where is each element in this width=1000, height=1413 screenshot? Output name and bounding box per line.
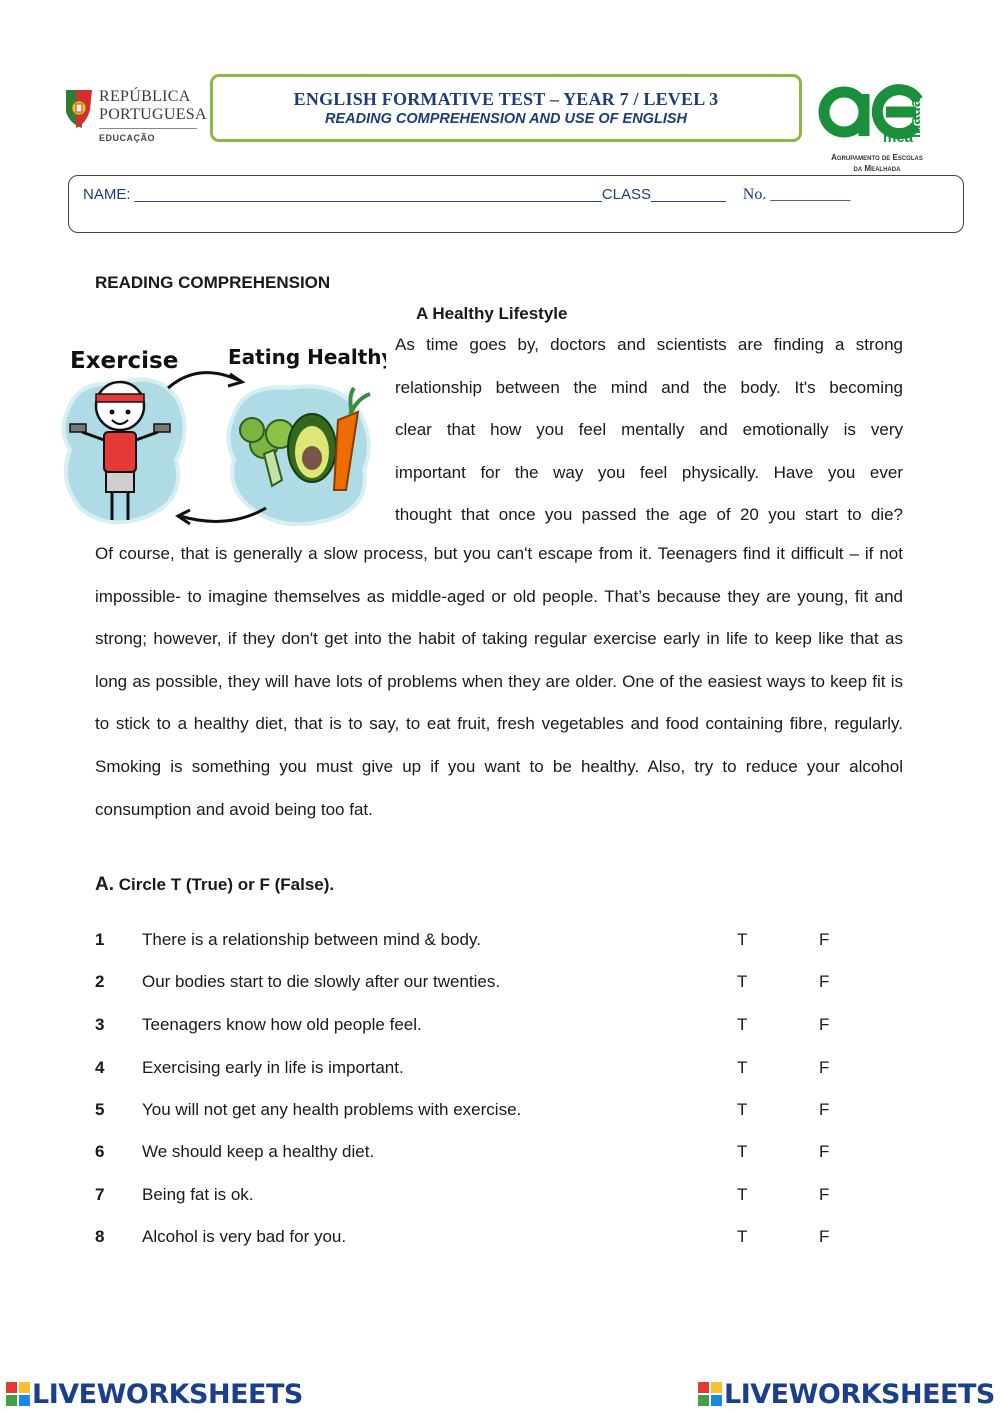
school-caption <box>818 152 936 174</box>
coat-of-arms-icon <box>62 86 96 132</box>
logo-divider <box>99 128 197 129</box>
exercise-instruction: Circle T (True) or F (False). <box>118 875 335 894</box>
question-row <box>95 1142 855 1172</box>
question-number: 6 <box>95 1142 105 1161</box>
test-subtitle: READING COMPREHENSION AND USE OF ENGLISH <box>325 111 687 127</box>
liveworksheets-logo-right[interactable] <box>698 1379 995 1409</box>
false-option[interactable]: F <box>819 1227 830 1246</box>
question-text: There is a relationship between mind & body. <box>142 930 481 949</box>
school-line-1: Agrupamento de Escolas <box>831 153 923 162</box>
republica-portuguesa-logo <box>62 86 96 132</box>
question-text: Our bodies start to die slowly after our twenties. <box>142 972 501 991</box>
ae-logo-icon <box>816 80 932 146</box>
question-number: 8 <box>95 1227 105 1246</box>
svg-text:mea: mea <box>883 129 914 146</box>
question-number: 7 <box>95 1185 105 1204</box>
true-option[interactable]: T <box>737 1185 748 1204</box>
question-number: 4 <box>95 1058 105 1077</box>
educacao-label: EDUCAÇÃO <box>99 133 156 143</box>
svg-text:lhada: lhada <box>907 98 924 138</box>
eating-healthy-label: Eating Healthy <box>228 345 386 369</box>
exercise-a-title <box>95 874 334 896</box>
question-text: Teenagers know how old people feel. <box>142 1015 422 1034</box>
paragraph-line: relationship between the mind and the body. It's becoming <box>395 377 903 397</box>
arrow-right-icon <box>168 373 238 388</box>
name-field[interactable]: NAME: ________________________________________________________ <box>83 186 602 203</box>
exercise-letter: A. <box>95 874 114 895</box>
true-option[interactable]: T <box>737 1058 748 1077</box>
question-row <box>95 972 855 1002</box>
liveworksheets-logo-left[interactable] <box>6 1379 303 1409</box>
liveworksheets-icon <box>698 1382 722 1406</box>
false-option[interactable]: F <box>819 1100 830 1119</box>
exercise-eating-illustration <box>58 340 386 540</box>
question-text: Being fat is ok. <box>142 1185 254 1204</box>
question-row <box>95 1227 855 1257</box>
question-number: 3 <box>95 1015 105 1034</box>
false-option[interactable]: F <box>819 1015 830 1034</box>
test-title: ENGLISH FORMATIVE TEST – YEAR 7 / LEVEL 3 <box>293 89 719 109</box>
paragraph-body: Of course, that is generally a slow process, but you can't escape from it. Teenagers find it difficult – if not impossible- to imagine themselves as middle-aged or old people. That’s because they are young, fit and strong; however, if they don't get into the habit of taking regular exercise early in life to keep like that as long as possible, they will have lots of problems when they are older. One of the easiest ways to keep fit is to stick to a healthy diet, that is to say, to eat fruit, fresh vegetables and food containing fibre, regularly. Smoking is something you must give up if you want to be healthy. Also, try to reduce your alcohol consumption and avoid being too fat. <box>95 544 903 819</box>
false-option[interactable]: F <box>819 1142 830 1161</box>
ae-mealhada-logo <box>816 80 932 146</box>
true-option[interactable]: T <box>737 1227 748 1246</box>
republic-line-2: PORTUGUESA <box>99 106 207 123</box>
question-row <box>95 1100 855 1130</box>
number-field[interactable]: No. __________ <box>742 186 851 203</box>
question-row <box>95 930 855 960</box>
paragraph-line: thought that once you passed the age of 20 you start to die? <box>395 505 903 525</box>
question-number: 2 <box>95 972 105 991</box>
republic-line-1: REPÚBLICA <box>99 88 191 105</box>
question-text: Exercising early in life is important. <box>142 1058 404 1077</box>
healthy-lifestyle-illustration <box>58 340 386 540</box>
paragraph-line: clear that how you feel mentally and emotionally is very <box>395 420 903 440</box>
false-option[interactable]: F <box>819 930 830 949</box>
paragraph-line: As time goes by, doctors and scientists are finding a strong <box>395 335 903 354</box>
true-option[interactable]: T <box>737 972 748 991</box>
question-text: You will not get any health problems with exercise. <box>142 1100 522 1119</box>
student-info-row <box>83 186 850 204</box>
true-option[interactable]: T <box>737 1015 748 1034</box>
test-title-box <box>210 74 802 142</box>
republica-portuguesa-name <box>99 88 207 124</box>
exercise-label: Exercise <box>70 348 179 374</box>
paragraph-intro <box>395 324 903 537</box>
question-row <box>95 1185 855 1215</box>
true-option[interactable]: T <box>737 930 748 949</box>
question-number: 1 <box>95 930 105 949</box>
liveworksheets-icon <box>6 1382 30 1406</box>
story-title: A Healthy Lifestyle <box>416 304 568 323</box>
liveworksheets-brand: LIVEWORKSHEETS <box>724 1378 995 1410</box>
question-row <box>95 1058 855 1088</box>
false-option[interactable]: F <box>819 1058 830 1077</box>
true-option[interactable]: T <box>737 1100 748 1119</box>
liveworksheets-brand: LIVEWORKSHEETS <box>32 1378 303 1410</box>
school-line-2: da Mealhada <box>853 164 901 173</box>
question-text: We should keep a healthy diet. <box>142 1142 375 1161</box>
class-field[interactable]: CLASS_________ <box>601 186 727 203</box>
question-row <box>95 1015 855 1045</box>
student-info-box <box>68 175 964 233</box>
question-text: Alcohol is very bad for you. <box>142 1227 347 1246</box>
false-option[interactable]: F <box>819 1185 830 1204</box>
section-title: READING COMPREHENSION <box>95 273 331 292</box>
true-option[interactable]: T <box>737 1142 748 1161</box>
paragraph-line: important for the way you feel physically. Have you ever <box>395 462 903 482</box>
false-option[interactable]: F <box>819 972 830 991</box>
question-number: 5 <box>95 1100 105 1119</box>
